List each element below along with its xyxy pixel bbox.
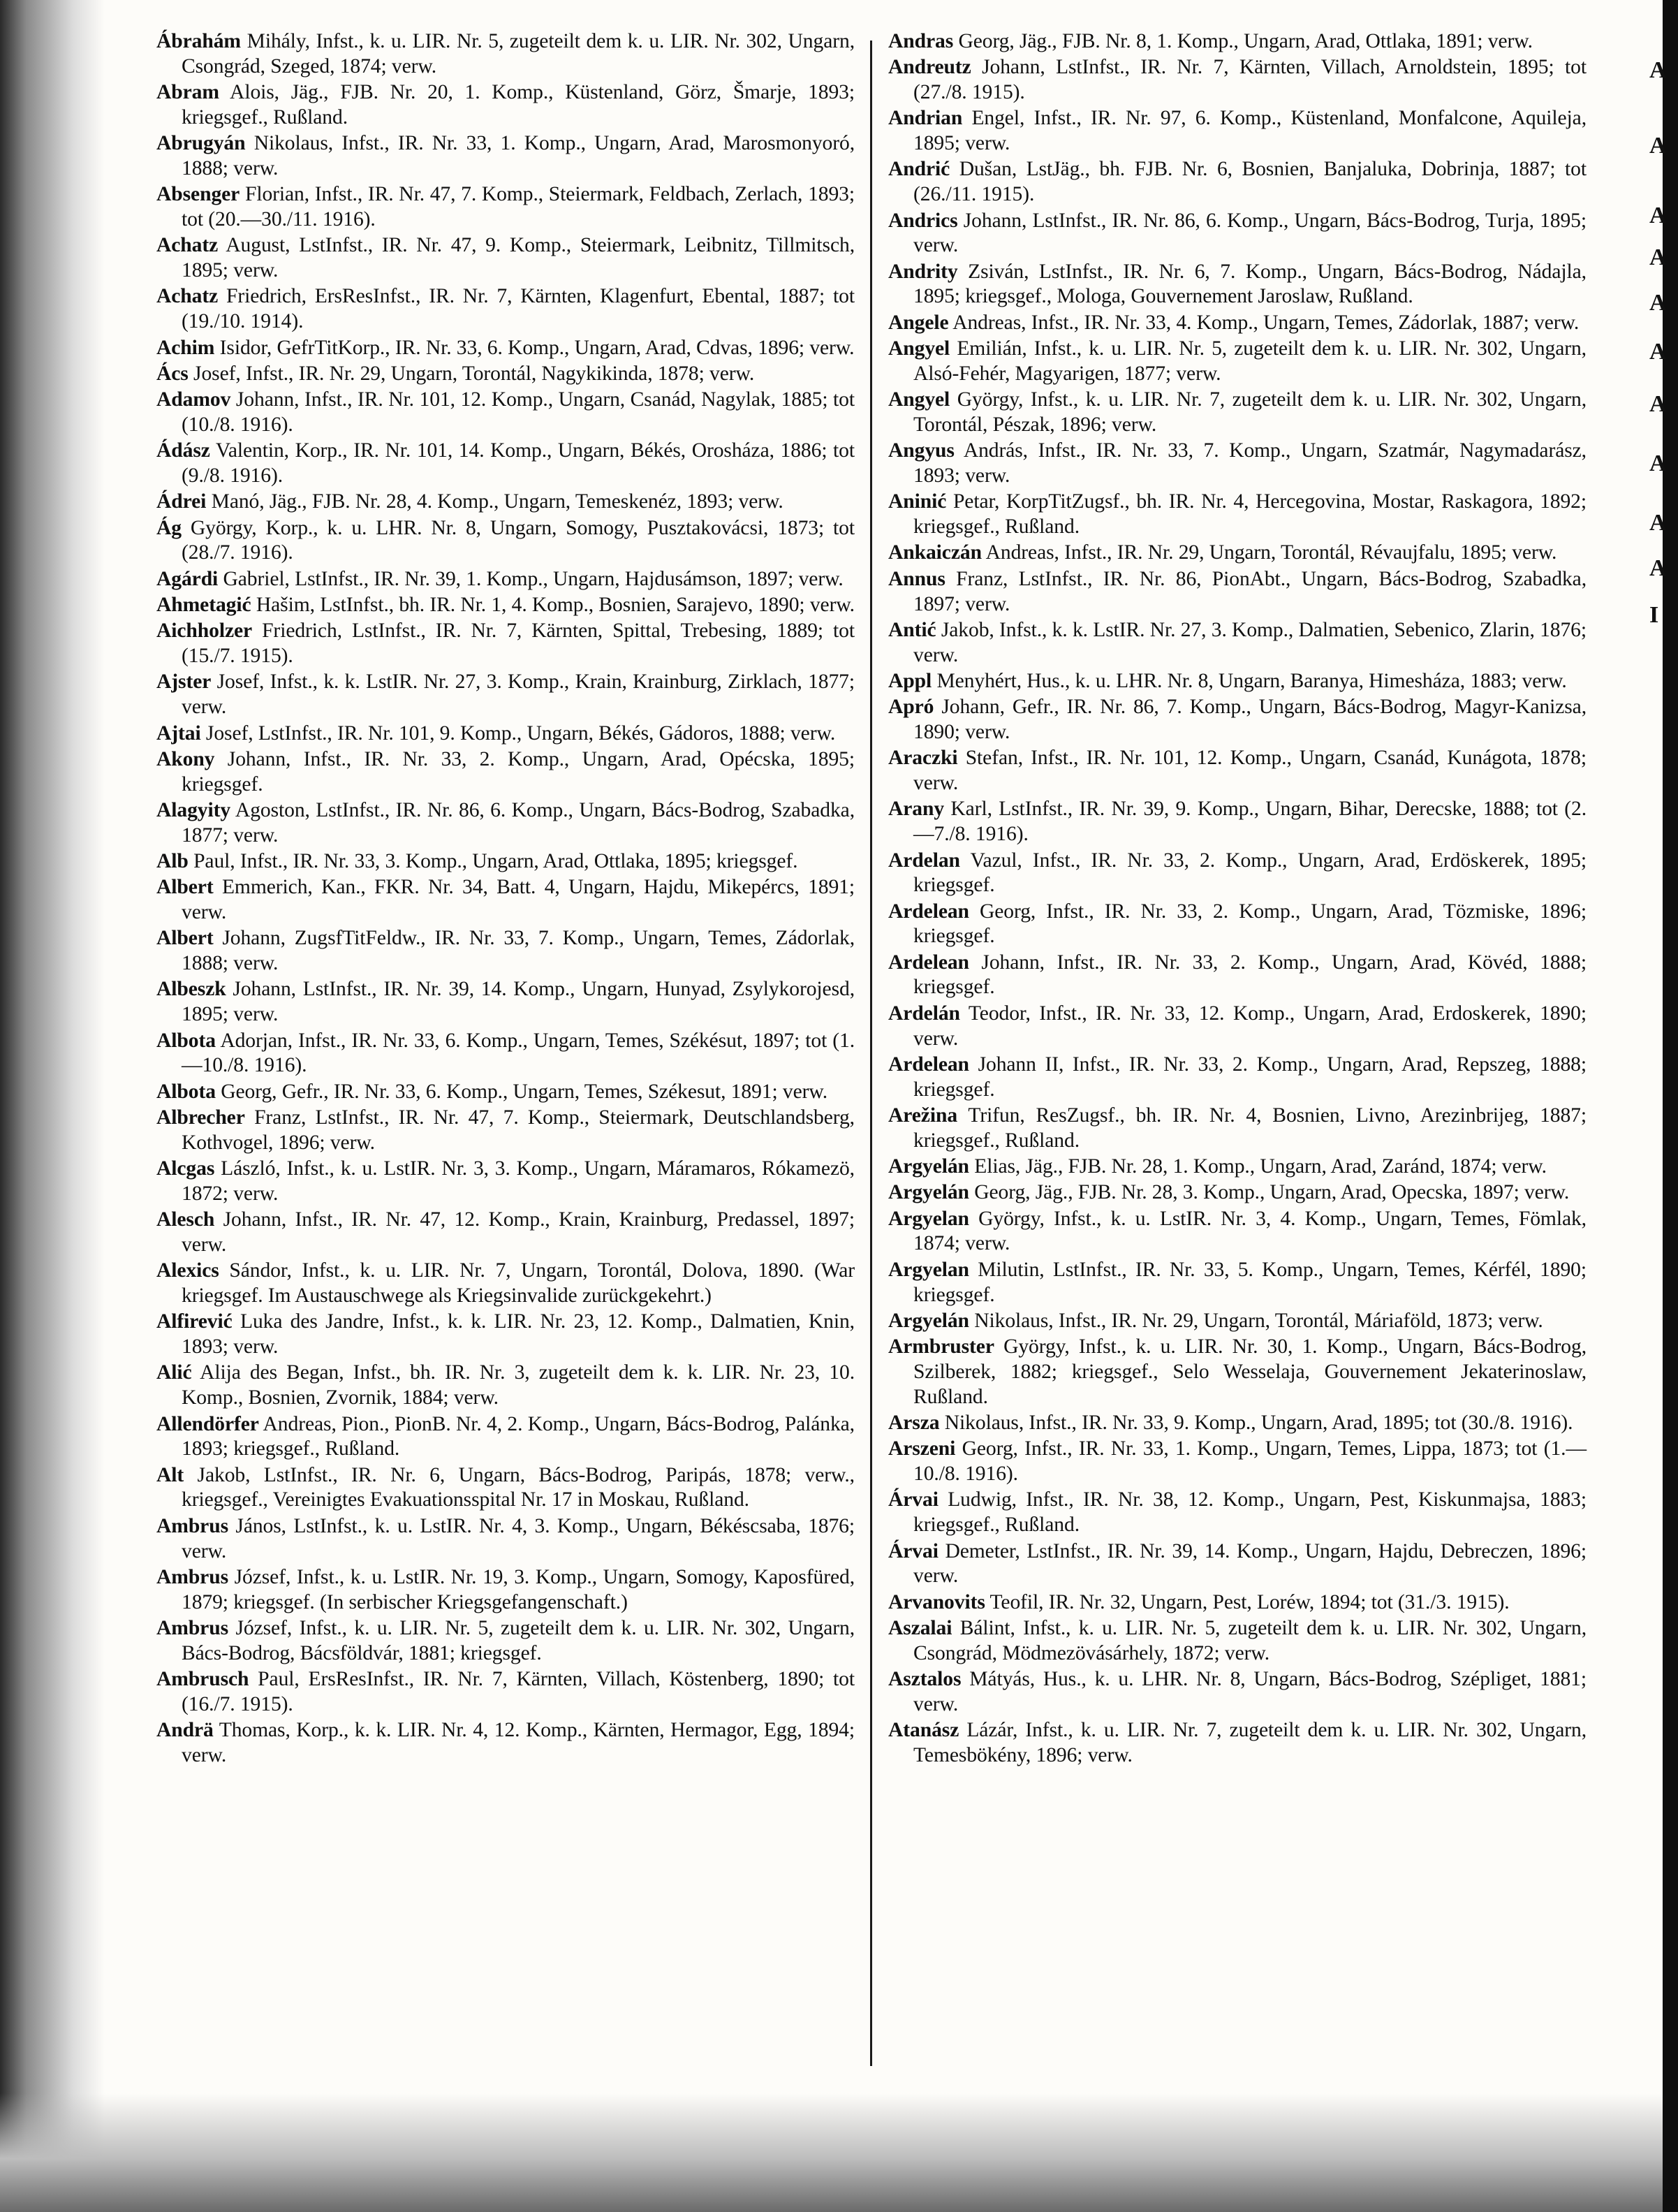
- edge-letter: A: [1649, 391, 1667, 417]
- entry-details: Georg, Infst., IR. Nr. 33, 1. Komp., Ungarn, Temes, Lippa, 1873; tot (1.—10./8. 1916).: [913, 1437, 1587, 1486]
- list-entry: [156, 336, 855, 361]
- entry-surname: Andrity: [888, 260, 958, 283]
- entry-surname: Ahmetagić: [156, 594, 251, 617]
- edge-letter: A: [1649, 57, 1667, 83]
- entry-details: Georg, Jäg., FJB. Nr. 28, 3. Komp., Ungarn, Arad, Opecska, 1897; verw.: [974, 1181, 1570, 1204]
- list-entry: [156, 567, 855, 592]
- entry-details: Isidor, GefrTitKorp., IR. Nr. 33, 6. Komp., Ungarn, Arad, Cdvas, 1896; verw.: [219, 336, 855, 359]
- entry-details: György, Infst., k. u. LIR. Nr. 30, 1. Komp., Ungarn, Bács-Bodrog, Szilberek, 1882; kriegsgef., Selo Wesselaja, Gouvernement Jekaterinoslaw, Rußland.: [913, 1335, 1587, 1408]
- right-column: [888, 29, 1587, 1769]
- entry-surname: Allendörfer: [156, 1412, 259, 1435]
- list-entry: [888, 311, 1587, 336]
- entry-details: Petar, KorpTitZugsf., bh. IR. Nr. 4, Hercegovina, Mostar, Raskagora, 1892; kriegsgef., Rußland.: [913, 490, 1587, 539]
- entry-surname: Adamov: [156, 388, 231, 411]
- list-entry: [888, 1335, 1587, 1409]
- entry-details: Andreas, Infst., IR. Nr. 33, 4. Komp., Ungarn, Temes, Zádorlak, 1887; verw.: [952, 311, 1580, 334]
- entry-details: Nikolaus, Infst., IR. Nr. 33, 9. Komp., Ungarn, Arad, 1895; tot (30./8. 1916).: [944, 1412, 1573, 1435]
- entry-details: Emilián, Infst., k. u. LIR. Nr. 5, zugeteilt dem k. u. LIR. Nr. 302, Ungarn, Alsó-Fehér, Magyarigen, 1877; verw.: [913, 337, 1587, 385]
- entry-surname: Árvai: [888, 1488, 939, 1511]
- list-entry: [156, 516, 855, 566]
- list-entry: [156, 1718, 855, 1768]
- entry-details: Ludwig, Infst., IR. Nr. 38, 12. Komp., Ungarn, Pest, Kiskunmajsa, 1883; kriegsgef., Rußland.: [913, 1488, 1587, 1537]
- edge-letter: I: [1649, 602, 1659, 628]
- list-entry: [888, 337, 1587, 387]
- entry-details: Josef, LstInfst., IR. Nr. 101, 9. Komp., Ungarn, Békés, Gádoros, 1888; verw.: [205, 722, 836, 745]
- entry-surname: Alb: [156, 850, 189, 872]
- entry-surname: Ádász: [156, 439, 210, 462]
- entry-surname: Ajster: [156, 671, 212, 694]
- entry-surname: Arany: [888, 798, 945, 821]
- entry-details: Johann, LstInfst., IR. Nr. 86, 6. Komp., Ungarn, Bács-Bodrog, Turja, 1895; verw.: [913, 209, 1587, 257]
- list-entry: [888, 157, 1587, 207]
- list-entry: [156, 29, 855, 80]
- list-entry: [156, 490, 855, 515]
- entry-details: Adorjan, Infst., IR. Nr. 33, 6. Komp., Ungarn, Temes, Székésut, 1897; tot (1.—10./8. 1916).: [182, 1029, 855, 1077]
- entry-details: György, Infst., k. u. LIR. Nr. 7, zugeteilt dem k. u. LIR. Nr. 302, Ungarn, Torontál, Pészak, 1896; verw.: [913, 388, 1587, 436]
- entry-details: Valentin, Korp., IR. Nr. 101, 14. Komp., Ungarn, Békés, Orosháza, 1886; tot (9./8. 1916).: [182, 439, 855, 488]
- entry-details: Nikolaus, Infst., IR. Nr. 33, 1. Komp., Ungarn, Arad, Marosmonyoró, 1888; verw.: [182, 132, 855, 180]
- entry-surname: Andrian: [888, 107, 963, 130]
- list-entry: [156, 1361, 855, 1411]
- entry-details: Georg, Jäg., FJB. Nr. 8, 1. Komp., Ungarn, Arad, Ottlaka, 1891; verw.: [958, 30, 1533, 52]
- entry-details: Menyhért, Hus., k. u. LHR. Nr. 8, Ungarn, Baranya, Himesháza, 1883; verw.: [936, 669, 1567, 692]
- entry-details: Johann, LstInfst., IR. Nr. 7, Kärnten, Villach, Arnoldstein, 1895; tot (27./8. 1915).: [913, 56, 1587, 104]
- entry-surname: Arszeni: [888, 1437, 956, 1460]
- entry-details: Friedrich, ErsResInfst., IR. Nr. 7, Kärnten, Klagenfurt, Ebental, 1887; tot (19./10. 1914).: [182, 285, 855, 333]
- list-entry: [888, 209, 1587, 259]
- list-entry: [888, 951, 1587, 1001]
- list-entry: [156, 670, 855, 720]
- entry-details: Georg, Infst., IR. Nr. 33, 2. Komp., Ungarn, Arad, Tözmiske, 1896; kriegsgef.: [913, 900, 1587, 948]
- entry-surname: Alexics: [156, 1259, 219, 1282]
- left-column: [156, 29, 855, 1769]
- list-entry: [888, 106, 1587, 156]
- entry-surname: Albert: [156, 927, 214, 950]
- entry-details: Franz, LstInfst., IR. Nr. 47, 7. Komp., Steiermark, Deutschlandsberg, Kothvogel, 1896; verw.: [182, 1106, 855, 1154]
- entry-details: József, Infst., k. u. LstIR. Nr. 19, 3. Komp., Ungarn, Somogy, Kaposfüred, 1879; kriegsgef. (In serbischer Kriegsgefangenschaft.): [182, 1565, 855, 1613]
- list-entry: [156, 1616, 855, 1667]
- entry-details: Gabriel, LstInfst., IR. Nr. 39, 1. Komp., Ungarn, Hajdusámson, 1897; verw.: [223, 567, 844, 590]
- entry-surname: Argyelán: [888, 1181, 969, 1204]
- entry-details: Demeter, LstInfst., IR. Nr. 39, 14. Komp., Ungarn, Hajdu, Debreczen, 1896; verw.: [913, 1539, 1587, 1588]
- entry-surname: Ág: [156, 516, 182, 539]
- entry-surname: Annus: [888, 567, 945, 590]
- entry-surname: Andrä: [156, 1719, 214, 1742]
- entry-details: Johann, LstInfst., IR. Nr. 39, 14. Komp., Ungarn, Hunyad, Zsylykorojesd, 1895; verw.: [182, 978, 855, 1026]
- list-entry: [888, 900, 1587, 950]
- entry-details: Alois, Jäg., FJB. Nr. 20, 1. Komp., Küstenland, Görz, Šmarje, 1893; kriegsgef., Rußland.: [182, 81, 855, 129]
- entry-surname: Ardelan: [888, 849, 960, 872]
- entry-surname: Akony: [156, 747, 215, 770]
- list-entry: [156, 1029, 855, 1079]
- entry-surname: Alesch: [156, 1208, 215, 1231]
- list-entry: [156, 1157, 855, 1207]
- entry-surname: Ambrus: [156, 1616, 228, 1639]
- list-entry: [888, 260, 1587, 310]
- entry-surname: Alt: [156, 1463, 184, 1486]
- entry-surname: Achim: [156, 336, 215, 359]
- edge-letter: A: [1649, 133, 1667, 159]
- entry-details: György, Infst., k. u. LstIR. Nr. 3, 4. Komp., Ungarn, Temes, Fömlak, 1874; verw.: [913, 1207, 1587, 1255]
- entry-details: Lázár, Infst., k. u. LIR. Nr. 7, zugeteilt dem k. u. LIR. Nr. 302, Ungarn, Temesbökény, 1896; verw.: [913, 1719, 1587, 1766]
- entry-surname: Ambrusch: [156, 1668, 249, 1690]
- entry-surname: Ács: [156, 362, 189, 385]
- entry-surname: Armbruster: [888, 1335, 994, 1358]
- list-entry: [156, 388, 855, 438]
- entry-surname: Argyelan: [888, 1258, 969, 1281]
- list-entry: [156, 362, 855, 387]
- list-entry: [888, 1180, 1587, 1206]
- entry-details: Jakob, Infst., k. k. LstIR. Nr. 27, 3. Komp., Dalmatien, Sebenico, Zlarin, 1876; verw.: [913, 618, 1587, 666]
- entry-details: Johann, Infst., IR. Nr. 47, 12. Komp., Krain, Krainburg, Predassel, 1897; verw.: [182, 1208, 855, 1256]
- entry-details: Luka des Jandre, Infst., k. k. LIR. Nr. 23, 12. Komp., Dalmatien, Knin, 1893; verw.: [182, 1310, 855, 1358]
- entry-details: Johann, Infst., IR. Nr. 101, 12. Komp., Ungarn, Csanád, Nagylak, 1885; tot (10./8. 1916).: [182, 388, 855, 436]
- entry-surname: Asztalos: [888, 1668, 962, 1690]
- edge-letter: A: [1649, 451, 1667, 476]
- entry-surname: Angyus: [888, 439, 955, 462]
- list-entry: [888, 29, 1587, 54]
- entry-surname: Appl: [888, 669, 932, 692]
- entry-details: Stefan, Infst., IR. Nr. 101, 12. Komp., Ungarn, Csanád, Kunágota, 1878; verw.: [913, 747, 1587, 795]
- list-entry: [156, 1259, 855, 1309]
- column-divider: [870, 41, 872, 2066]
- entry-details: Franz, LstInfst., IR. Nr. 86, PionAbt., Ungarn, Bács-Bodrog, Szabadka, 1897; verw.: [913, 567, 1587, 615]
- list-entry: [156, 1514, 855, 1565]
- list-entry: [156, 1080, 855, 1105]
- entry-details: Zsiván, LstInfst., IR. Nr. 6, 7. Komp., Ungarn, Bács-Bodrog, Nádajla, 1895; kriegsgef., Mologa, Gouvernement Jaroslaw, Rußland.: [913, 260, 1587, 308]
- entry-details: Paul, Infst., IR. Nr. 33, 3. Komp., Ungarn, Arad, Ottlaka, 1895; kriegsgef.: [193, 850, 798, 872]
- list-entry: [888, 1053, 1587, 1103]
- entry-surname: Angyel: [888, 388, 950, 411]
- list-entry: [156, 875, 855, 925]
- entry-surname: Alagyity: [156, 798, 231, 821]
- entry-surname: Árvai: [888, 1539, 939, 1562]
- list-entry: [156, 926, 855, 976]
- entry-details: Friedrich, LstInfst., IR. Nr. 7, Kärnten, Spittal, Trebesing, 1889; tot (15./7. 1915).: [182, 620, 855, 668]
- list-entry: [888, 1539, 1587, 1590]
- entry-details: Alija des Began, Infst., bh. IR. Nr. 3, zugeteilt dem k. k. LIR. Nr. 23, 10. Komp., Bosnien, Zvornik, 1884; verw.: [182, 1361, 855, 1409]
- list-entry: [888, 1155, 1587, 1180]
- list-entry: [888, 797, 1587, 847]
- entry-surname: Aninić: [888, 490, 947, 513]
- entry-surname: Araczki: [888, 747, 958, 770]
- entry-surname: Ardelean: [888, 900, 969, 923]
- entry-details: György, Korp., k. u. LHR. Nr. 8, Ungarn, Somogy, Pusztakovácsi, 1873; tot (28./7. 1916).: [182, 516, 855, 564]
- list-entry: [888, 567, 1587, 617]
- entry-surname: Abram: [156, 81, 219, 104]
- edge-letter: A: [1649, 339, 1667, 365]
- entry-surname: Arežina: [888, 1104, 958, 1127]
- entry-details: Trifun, ResZugsf., bh. IR. Nr. 4, Bosnien, Livno, Arezinbrijeg, 1887; kriegsgef., Rußland.: [913, 1104, 1587, 1152]
- list-entry: [888, 1207, 1587, 1257]
- entry-surname: Arsza: [888, 1412, 940, 1435]
- entry-surname: Ardelean: [888, 951, 969, 974]
- entry-details: August, LstInfst., IR. Nr. 47, 9. Komp., Steiermark, Leibnitz, Tillmitsch, 1895; verw.: [182, 234, 855, 282]
- list-entry: [888, 695, 1587, 745]
- entry-details: Johann, Infst., IR. Nr. 33, 2. Komp., Ungarn, Arad, Opécska, 1895; kriegsgef.: [182, 747, 855, 796]
- entry-details: János, LstInfst., k. u. LstIR. Nr. 4, 3. Komp., Ungarn, Békéscsaba, 1876; verw.: [182, 1514, 855, 1562]
- entry-details: Andreas, Pion., PionB. Nr. 4, 2. Komp., Ungarn, Bács-Bodrog, Palánka, 1893; kriegsgef., Rußland.: [182, 1412, 855, 1460]
- entry-surname: Absenger: [156, 183, 240, 206]
- list-entry: [156, 131, 855, 182]
- entry-details: Agoston, LstInfst., IR. Nr. 86, 6. Komp., Ungarn, Bács-Bodrog, Szabadka, 1877; verw.: [182, 798, 855, 847]
- entry-surname: Alcgas: [156, 1157, 215, 1180]
- list-entry: [888, 388, 1587, 438]
- entry-details: Mátyás, Hus., k. u. LHR. Nr. 8, Ungarn, Bács-Bodrog, Szépliget, 1881; verw.: [913, 1668, 1587, 1715]
- entry-details: Johann II, Infst., IR. Nr. 33, 2. Komp., Ungarn, Arad, Repszeg, 1888; kriegsgef.: [913, 1053, 1587, 1101]
- entry-surname: Abrugyán: [156, 132, 246, 155]
- entry-surname: Argyelán: [888, 1155, 969, 1178]
- entry-details: Paul, ErsResInfst., IR. Nr. 7, Kärnten, Villach, Köstenberg, 1890; tot (16./7. 1915).: [182, 1668, 855, 1715]
- list-entry: [156, 722, 855, 747]
- entry-surname: Ádrei: [156, 490, 207, 513]
- entry-surname: Agárdi: [156, 567, 219, 590]
- entry-details: Johann, Infst., IR. Nr. 33, 2. Komp., Ungarn, Arad, Kövéd, 1888; kriegsgef.: [913, 951, 1587, 999]
- list-entry: [888, 618, 1587, 668]
- entry-details: Mihály, Infst., k. u. LIR. Nr. 5, zugeteilt dem k. u. LIR. Nr. 302, Ungarn, Csongrád, Szeged, 1874; verw.: [182, 30, 855, 78]
- list-entry: [888, 1411, 1587, 1436]
- list-entry: [156, 1565, 855, 1616]
- entry-surname: Aszalai: [888, 1616, 952, 1639]
- entry-surname: Aichholzer: [156, 620, 253, 643]
- entry-surname: Ábrahám: [156, 30, 241, 52]
- entry-details: András, Infst., IR. Nr. 33, 7. Komp., Ungarn, Szatmár, Nagymadarász, 1893; verw.: [913, 439, 1587, 488]
- entry-details: Milutin, LstInfst., IR. Nr. 33, 5. Komp., Ungarn, Temes, Kérfél, 1890; kriegsgef.: [913, 1258, 1587, 1306]
- entry-surname: Andrics: [888, 209, 958, 232]
- list-entry: [156, 1667, 855, 1717]
- entry-surname: Achatz: [156, 234, 219, 257]
- entry-details: Emmerich, Kan., FKR. Nr. 34, Batt. 4, Ungarn, Hajdu, Mikepércs, 1891; verw.: [182, 876, 855, 924]
- scan-shadow-left: [0, 0, 105, 2212]
- scan-edge-right: [1663, 0, 1678, 2212]
- list-entry: [888, 1104, 1587, 1154]
- entry-details: Sándor, Infst., k. u. LIR. Nr. 7, Ungarn, Torontál, Dolova, 1890. (War kriegsgef. Im Austauschwege als Kriegsinvalide zurückgekehrt.): [182, 1259, 855, 1308]
- entry-details: Teodor, Infst., IR. Nr. 33, 12. Komp., Ungarn, Arad, Erdoskerek, 1890; verw.: [913, 1002, 1587, 1050]
- entry-details: József, Infst., k. u. LIR. Nr. 5, zugeteilt dem k. u. LIR. Nr. 302, Ungarn, Bács-Bodrog, Bácsföldvár, 1881; kriegsgef.: [182, 1616, 855, 1664]
- list-entry: [156, 1106, 855, 1156]
- entry-surname: Andreutz: [888, 56, 971, 79]
- entry-details: Georg, Gefr., IR. Nr. 33, 6. Komp., Ungarn, Temes, Székesut, 1891; verw.: [221, 1080, 828, 1103]
- list-entry: [888, 1590, 1587, 1616]
- list-entry: [156, 1412, 855, 1463]
- entry-surname: Ajtai: [156, 722, 201, 745]
- next-page-edge-letters: [1649, 0, 1667, 2212]
- entry-surname: Alić: [156, 1361, 192, 1384]
- list-entry: [156, 977, 855, 1027]
- edge-letter: A: [1649, 555, 1667, 581]
- list-entry: [156, 233, 855, 284]
- list-entry: [888, 1667, 1587, 1717]
- entry-surname: Atanász: [888, 1719, 959, 1742]
- entry-surname: Andrić: [888, 158, 950, 181]
- entry-surname: Antić: [888, 618, 936, 641]
- list-entry: [888, 1437, 1587, 1487]
- list-entry: [156, 1208, 855, 1258]
- list-entry: [888, 439, 1587, 489]
- list-entry: [888, 1718, 1587, 1768]
- list-entry: [888, 849, 1587, 899]
- entry-details: Dušan, LstJäg., bh. FJB. Nr. 6, Bosnien, Banjaluka, Dobrinja, 1887; tot (26./11. 1915).: [913, 158, 1587, 206]
- list-entry: [156, 182, 855, 233]
- entry-surname: Angele: [888, 311, 949, 334]
- list-entry: [156, 80, 855, 131]
- list-entry: [888, 1258, 1587, 1308]
- entry-details: Elias, Jäg., FJB. Nr. 28, 1. Komp., Ungarn, Arad, Zaránd, 1874; verw.: [974, 1155, 1547, 1178]
- entry-surname: Ambrus: [156, 1565, 228, 1588]
- scan-shadow-bottom: [0, 2093, 1678, 2212]
- list-entry: [888, 1002, 1587, 1052]
- list-entry: [888, 55, 1587, 105]
- entry-details: Karl, LstInfst., IR. Nr. 39, 9. Komp., Ungarn, Bihar, Derecske, 1888; tot (2.—7./8. 1916).: [913, 798, 1587, 846]
- list-entry: [156, 439, 855, 489]
- entry-surname: Ankaiczán: [888, 541, 982, 564]
- list-entry: [156, 284, 855, 335]
- entry-details: Thomas, Korp., k. k. LIR. Nr. 4, 12. Komp., Kärnten, Hermagor, Egg, 1894; verw.: [182, 1719, 855, 1766]
- entry-surname: Ardelean: [888, 1053, 969, 1076]
- entry-surname: Albota: [156, 1080, 216, 1103]
- edge-letter: A: [1649, 290, 1667, 316]
- entry-details: Florian, Infst., IR. Nr. 47, 7. Komp., Steiermark, Feldbach, Zerlach, 1893; tot (20.—30./11. 1916).: [182, 183, 855, 231]
- list-entry: [888, 1616, 1587, 1667]
- entry-details: Johann, Gefr., IR. Nr. 86, 7. Komp., Ungarn, Bács-Bodrog, Magyr-Kanizsa, 1890; verw.: [913, 696, 1587, 744]
- entry-details: Engel, Infst., IR. Nr. 97, 6. Komp., Küstenland, Monfalcone, Aquileja, 1895; verw.: [913, 107, 1587, 155]
- entry-surname: Achatz: [156, 285, 219, 308]
- entry-surname: Ambrus: [156, 1514, 228, 1537]
- entry-surname: Albert: [156, 876, 214, 899]
- entry-details: Johann, ZugsfTitFeldw., IR. Nr. 33, 7. Komp., Ungarn, Temes, Zádorlak, 1888; verw.: [182, 927, 855, 975]
- list-entry: [156, 747, 855, 798]
- entry-surname: Arvanovits: [888, 1590, 985, 1613]
- entry-surname: Angyel: [888, 337, 950, 360]
- entry-surname: Argyelan: [888, 1207, 969, 1230]
- entry-surname: Albrecher: [156, 1106, 245, 1129]
- edge-letter: A: [1649, 510, 1667, 536]
- edge-letter: A: [1649, 244, 1667, 270]
- list-entry: [156, 1310, 855, 1360]
- edge-letter: A: [1649, 203, 1667, 228]
- list-entry: [888, 669, 1587, 694]
- entry-details: Josef, Infst., IR. Nr. 29, Ungarn, Torontál, Nagykikinda, 1878; verw.: [193, 362, 755, 385]
- entry-details: Andreas, Infst., IR. Nr. 29, Ungarn, Torontál, Révaujfalu, 1895; verw.: [985, 541, 1557, 564]
- entry-details: Bálint, Infst., k. u. LIR. Nr. 5, zugeteilt dem k. u. LIR. Nr. 302, Ungarn, Csongrád, Mödmezövásárhely, 1872; verw.: [913, 1616, 1587, 1664]
- list-entry: [156, 798, 855, 849]
- list-entry: [888, 490, 1587, 540]
- entry-surname: Andras: [888, 30, 954, 52]
- entry-surname: Alfirević: [156, 1310, 233, 1333]
- entry-surname: Apró: [888, 696, 934, 719]
- entry-details: Josef, Infst., k. k. LstIR. Nr. 27, 3. Komp., Krain, Krainburg, Zirklach, 1877; verw.: [182, 671, 855, 719]
- entry-surname: Albota: [156, 1029, 216, 1052]
- list-entry: [888, 541, 1587, 566]
- entry-surname: Albeszk: [156, 978, 226, 1001]
- entry-details: László, Infst., k. u. LstIR. Nr. 3, 3. Komp., Ungarn, Máramaros, Rókamezö, 1872; verw.: [182, 1157, 855, 1205]
- entry-details: Teofil, IR. Nr. 32, Ungarn, Pest, Loréw, 1894; tot (31./3. 1915).: [989, 1590, 1510, 1613]
- list-entry: [888, 746, 1587, 796]
- list-entry: [156, 1463, 855, 1514]
- list-entry: [156, 849, 855, 874]
- list-entry: [888, 1488, 1587, 1538]
- entry-surname: Ardelán: [888, 1002, 960, 1025]
- entry-details: Hašim, LstInfst., bh. IR. Nr. 1, 4. Komp., Bosnien, Sarajevo, 1890; verw.: [256, 594, 855, 617]
- entry-surname: Argyelán: [888, 1309, 969, 1332]
- entry-details: Vazul, Infst., IR. Nr. 33, 2. Komp., Ungarn, Arad, Erdöskerek, 1895; kriegsgef.: [913, 849, 1587, 897]
- list-entry: [156, 593, 855, 618]
- entry-details: Nikolaus, Infst., IR. Nr. 29, Ungarn, Torontál, Máriaföld, 1873; verw.: [974, 1309, 1543, 1332]
- list-entry: [156, 619, 855, 669]
- entry-details: Jakob, LstInfst., IR. Nr. 6, Ungarn, Bács-Bodrog, Paripás, 1878; verw., kriegsgef., Vereinigtes Evakuationsspital Nr. 17 in Moskau, Rußland.: [182, 1463, 855, 1511]
- entry-details: Manó, Jäg., FJB. Nr. 28, 4. Komp., Ungarn, Temeskenéz, 1893; verw.: [211, 490, 783, 513]
- list-entry: [888, 1309, 1587, 1334]
